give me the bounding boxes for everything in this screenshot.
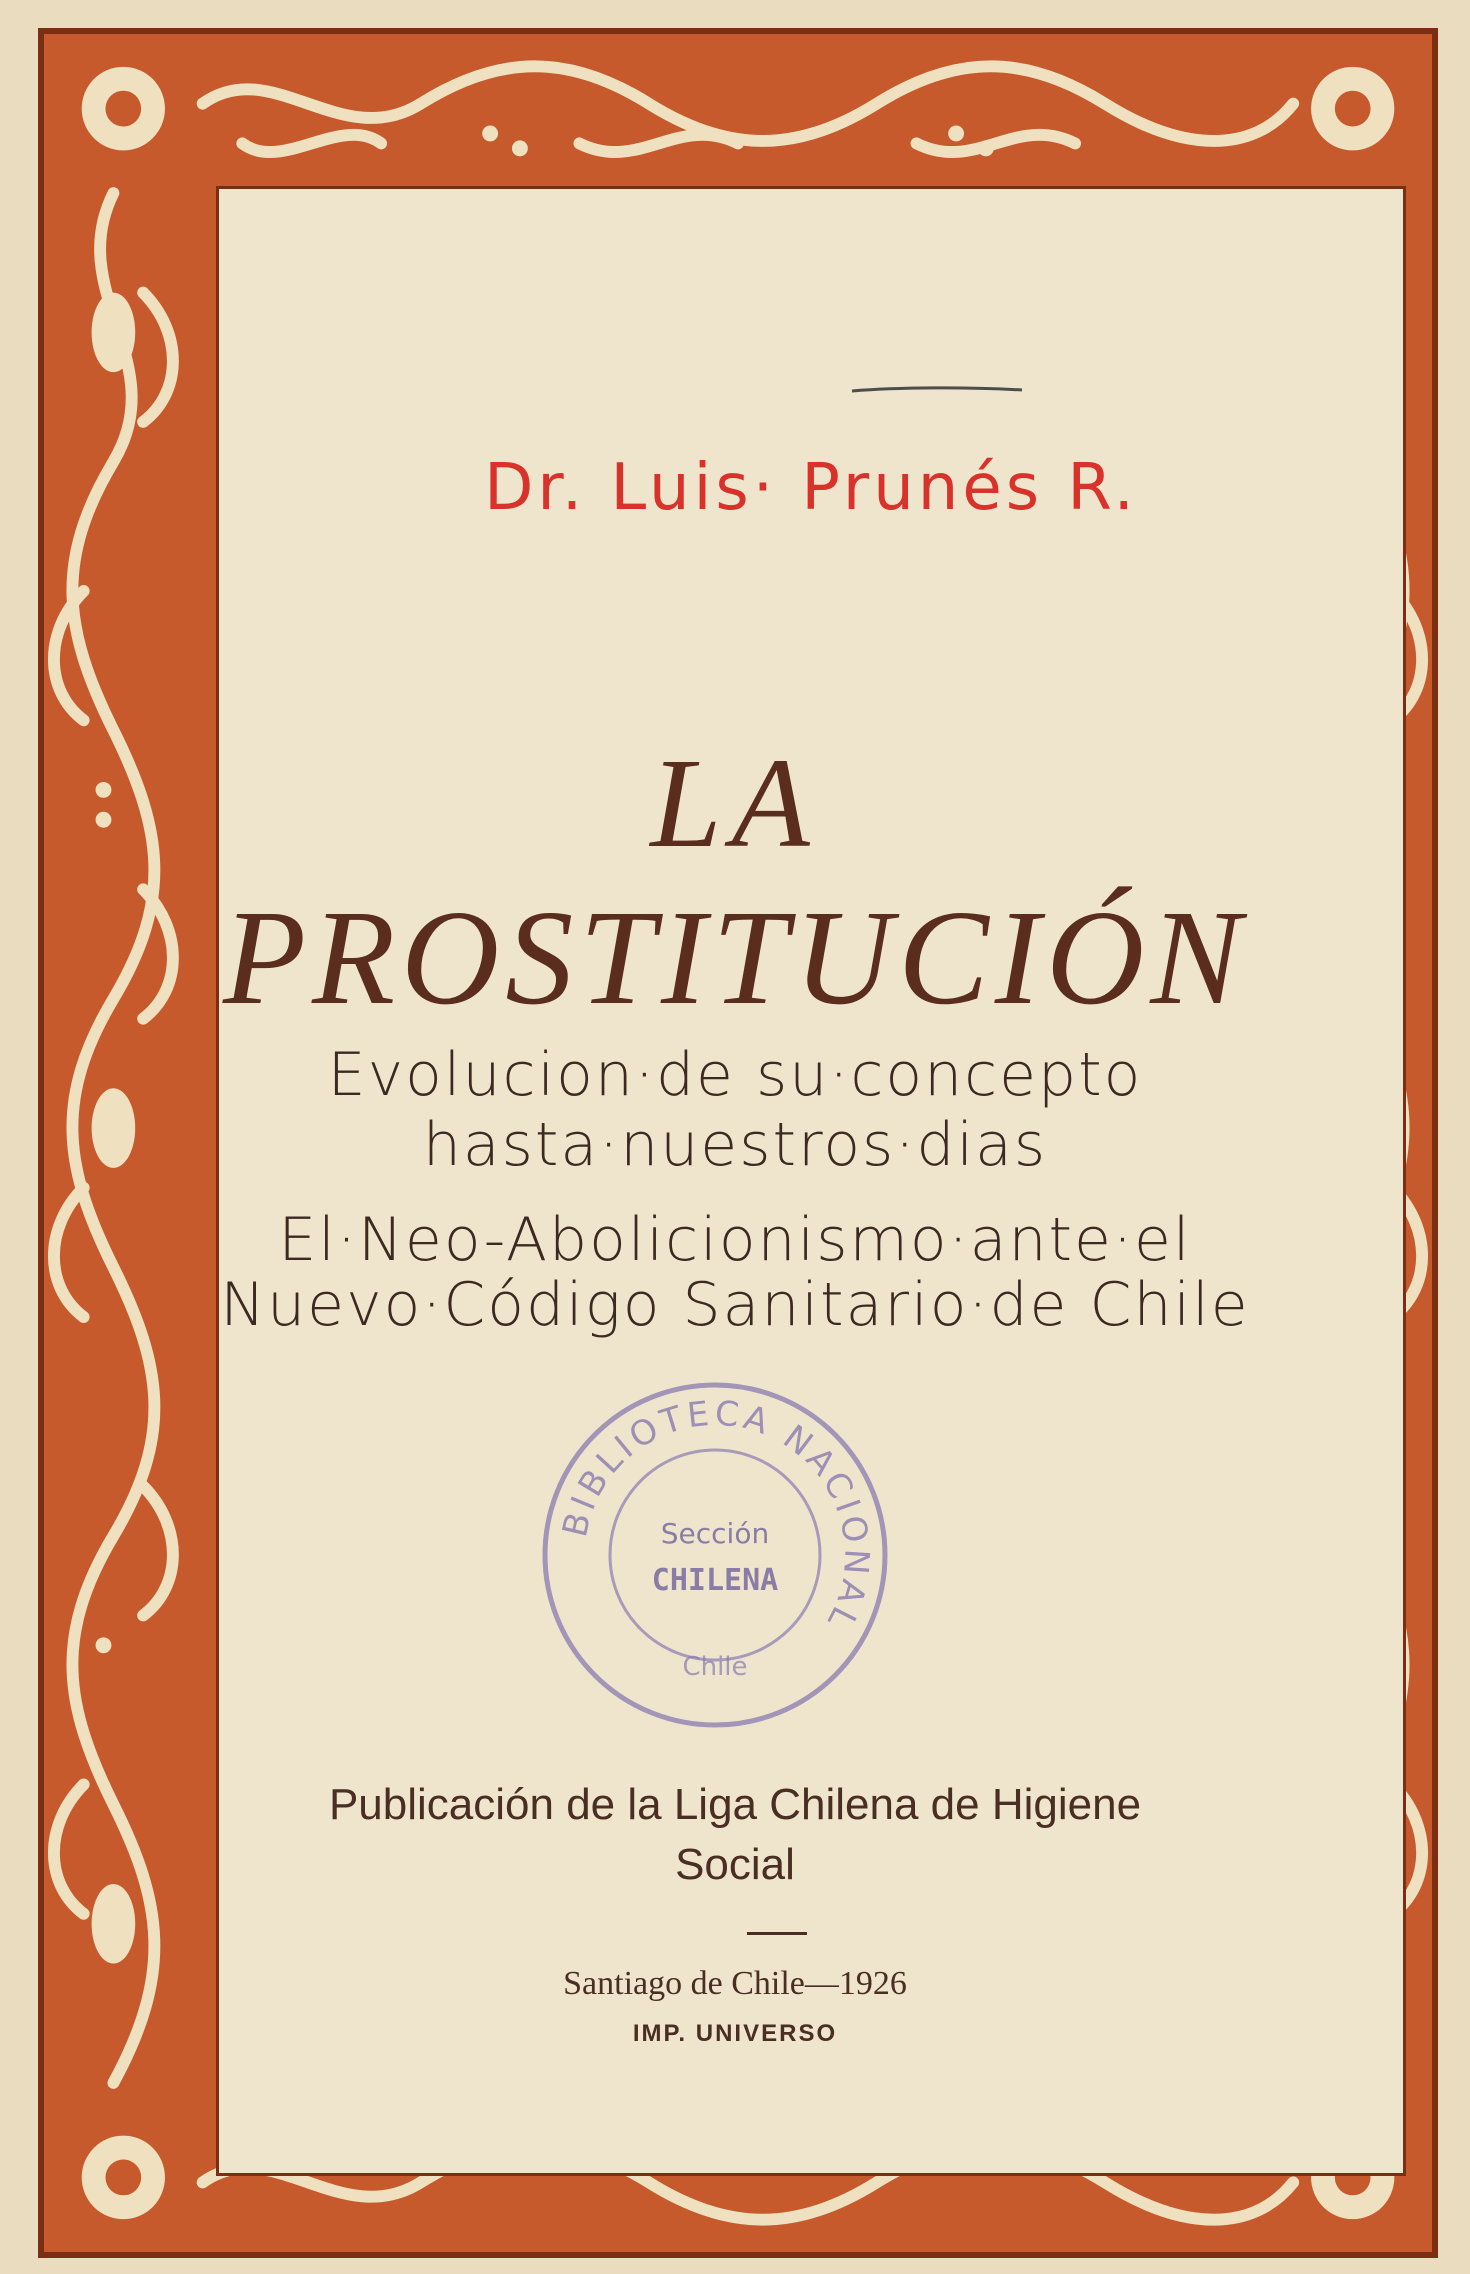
stamp-center-line-1: Sección (660, 1517, 770, 1550)
stamp-bottom-text: Chile (682, 1652, 748, 1682)
title-article: LA (650, 732, 820, 874)
printer-name: IMP. UNIVERSO (632, 2020, 838, 2047)
subtitle-line-2: hasta·nuestros·dias (422, 1110, 1048, 1180)
author-name: Dr. Luis· Prunés R. (484, 451, 1138, 525)
pen-mark (850, 385, 1025, 395)
title-main: PROSTITUCIÓN (222, 883, 1248, 1033)
place-and-date: Santiago de Chile—1926 (563, 1965, 907, 2002)
library-stamp (535, 1375, 895, 1735)
publication-line-1: Publicación de la Liga Chilena de Higiene (328, 1780, 1142, 1829)
stamp-ring-text: BIBLIOTECA NACIONAL (555, 1393, 877, 1639)
divider (747, 1932, 807, 1935)
subtitle-line-3: El·Neo-Abolicionismo·ante·el (278, 1205, 1192, 1275)
subtitle-line-1: Evolucion·de su·concepto (327, 1040, 1143, 1110)
publication-line-2: Social (675, 1840, 795, 1889)
subtitle-line-4: Nuevo·Código Sanitario·de Chile (220, 1270, 1250, 1340)
stamp-center-line-2: CHILENA (651, 1563, 779, 1598)
